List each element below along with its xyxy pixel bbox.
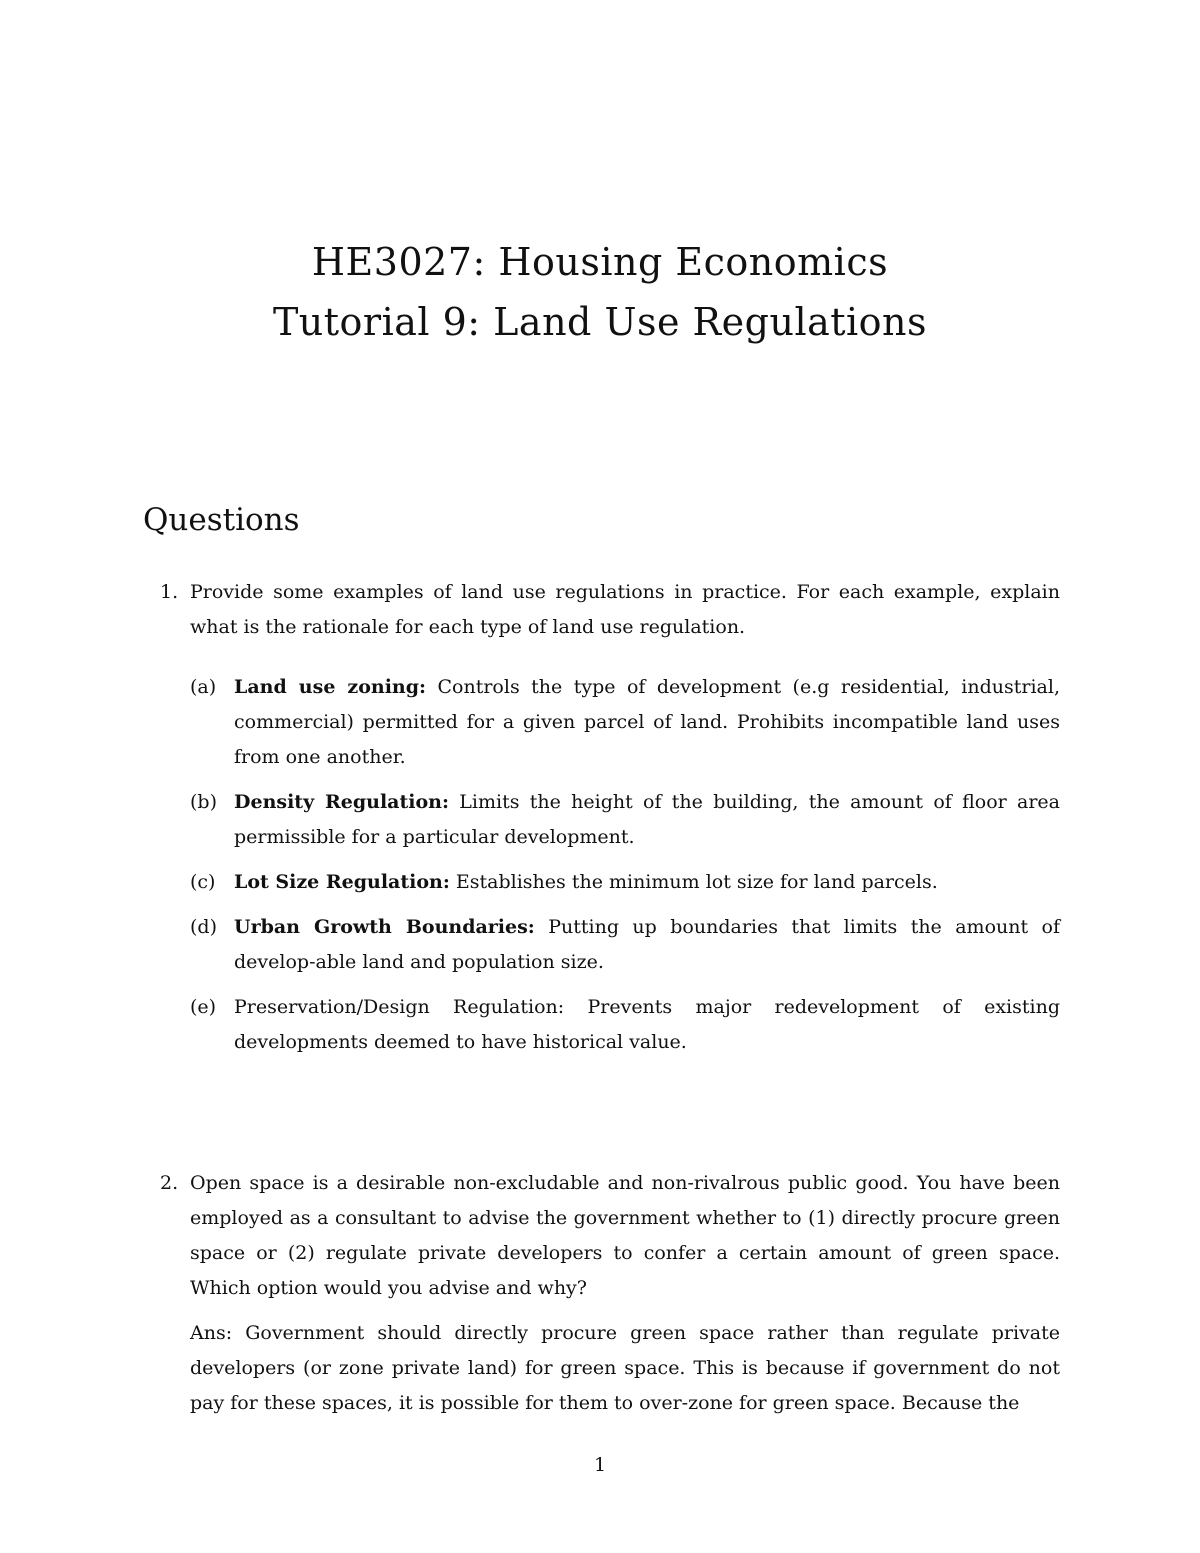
sub-item-label: (e) [190, 996, 217, 1018]
sub-item-d [190, 910, 1060, 980]
question-text: Provide some examples of land use regulations in practice. For each example, explain what is the rationale for each type of land use regulation. [190, 581, 1060, 638]
section-heading: Questions [143, 502, 300, 538]
question-number: 1. [160, 581, 179, 603]
question-1-sub-items [190, 670, 1060, 1070]
answer-text: Ans: Government should directly procure green space rather than regulate private developers (or zone private land) for green space. This is because if government do not pay for these spaces, it is possible for them to over-zone for green space. Because the [190, 1322, 1060, 1414]
sub-item-text: Preservation/Design Regulation: Prevents major redevelopment of existing developments deemed to have historical value. [234, 996, 1060, 1053]
sub-item-b [190, 785, 1060, 855]
sub-item-text: Establishes the minimum lot size for land parcels. [449, 871, 938, 893]
page-number: 1 [593, 1454, 607, 1476]
sub-item-c [190, 865, 1060, 900]
sub-item-text: Limits the height of the building, the amount of floor area permissible for a particular development. [234, 791, 1060, 848]
question-2 [160, 1166, 1060, 1421]
question-1 [160, 575, 1060, 645]
course-title: HE3027: Housing Economics [311, 240, 889, 284]
sub-item-term: Density Regulation: [234, 791, 449, 813]
sub-item-label: (d) [190, 916, 217, 938]
sub-item-label: (a) [190, 676, 217, 698]
question-number: 2. [160, 1172, 179, 1194]
title-block [0, 232, 1200, 352]
sub-item-term: Urban Growth Boundaries: [234, 916, 535, 938]
sub-item-term: Lot Size Regulation: [234, 871, 450, 893]
sub-item-label: (c) [190, 871, 216, 893]
sub-item-term: Land use zoning: [234, 676, 427, 698]
sub-item-e [190, 990, 1060, 1060]
sub-item-label: (b) [190, 791, 217, 813]
sub-item-text: Putting up boundaries that limits the amount of develop-able land and population size. [234, 916, 1061, 973]
question-text: Open space is a desirable non-excludable and non-rivalrous public good. You have been employed as a consultant to advise the government whether to (1) directly procure green space or (2) regulate private developers to confer a certain amount of green space. Which option would you advise and why? [190, 1172, 1060, 1299]
sub-item-text: Controls the type of development (e.g residential, industrial, commercial) permitted for a given parcel of land. Prohibits incompatible land uses from one another. [234, 676, 1060, 768]
sub-item-a [190, 670, 1060, 775]
tutorial-title: Tutorial 9: Land Use Regulations [272, 300, 928, 344]
